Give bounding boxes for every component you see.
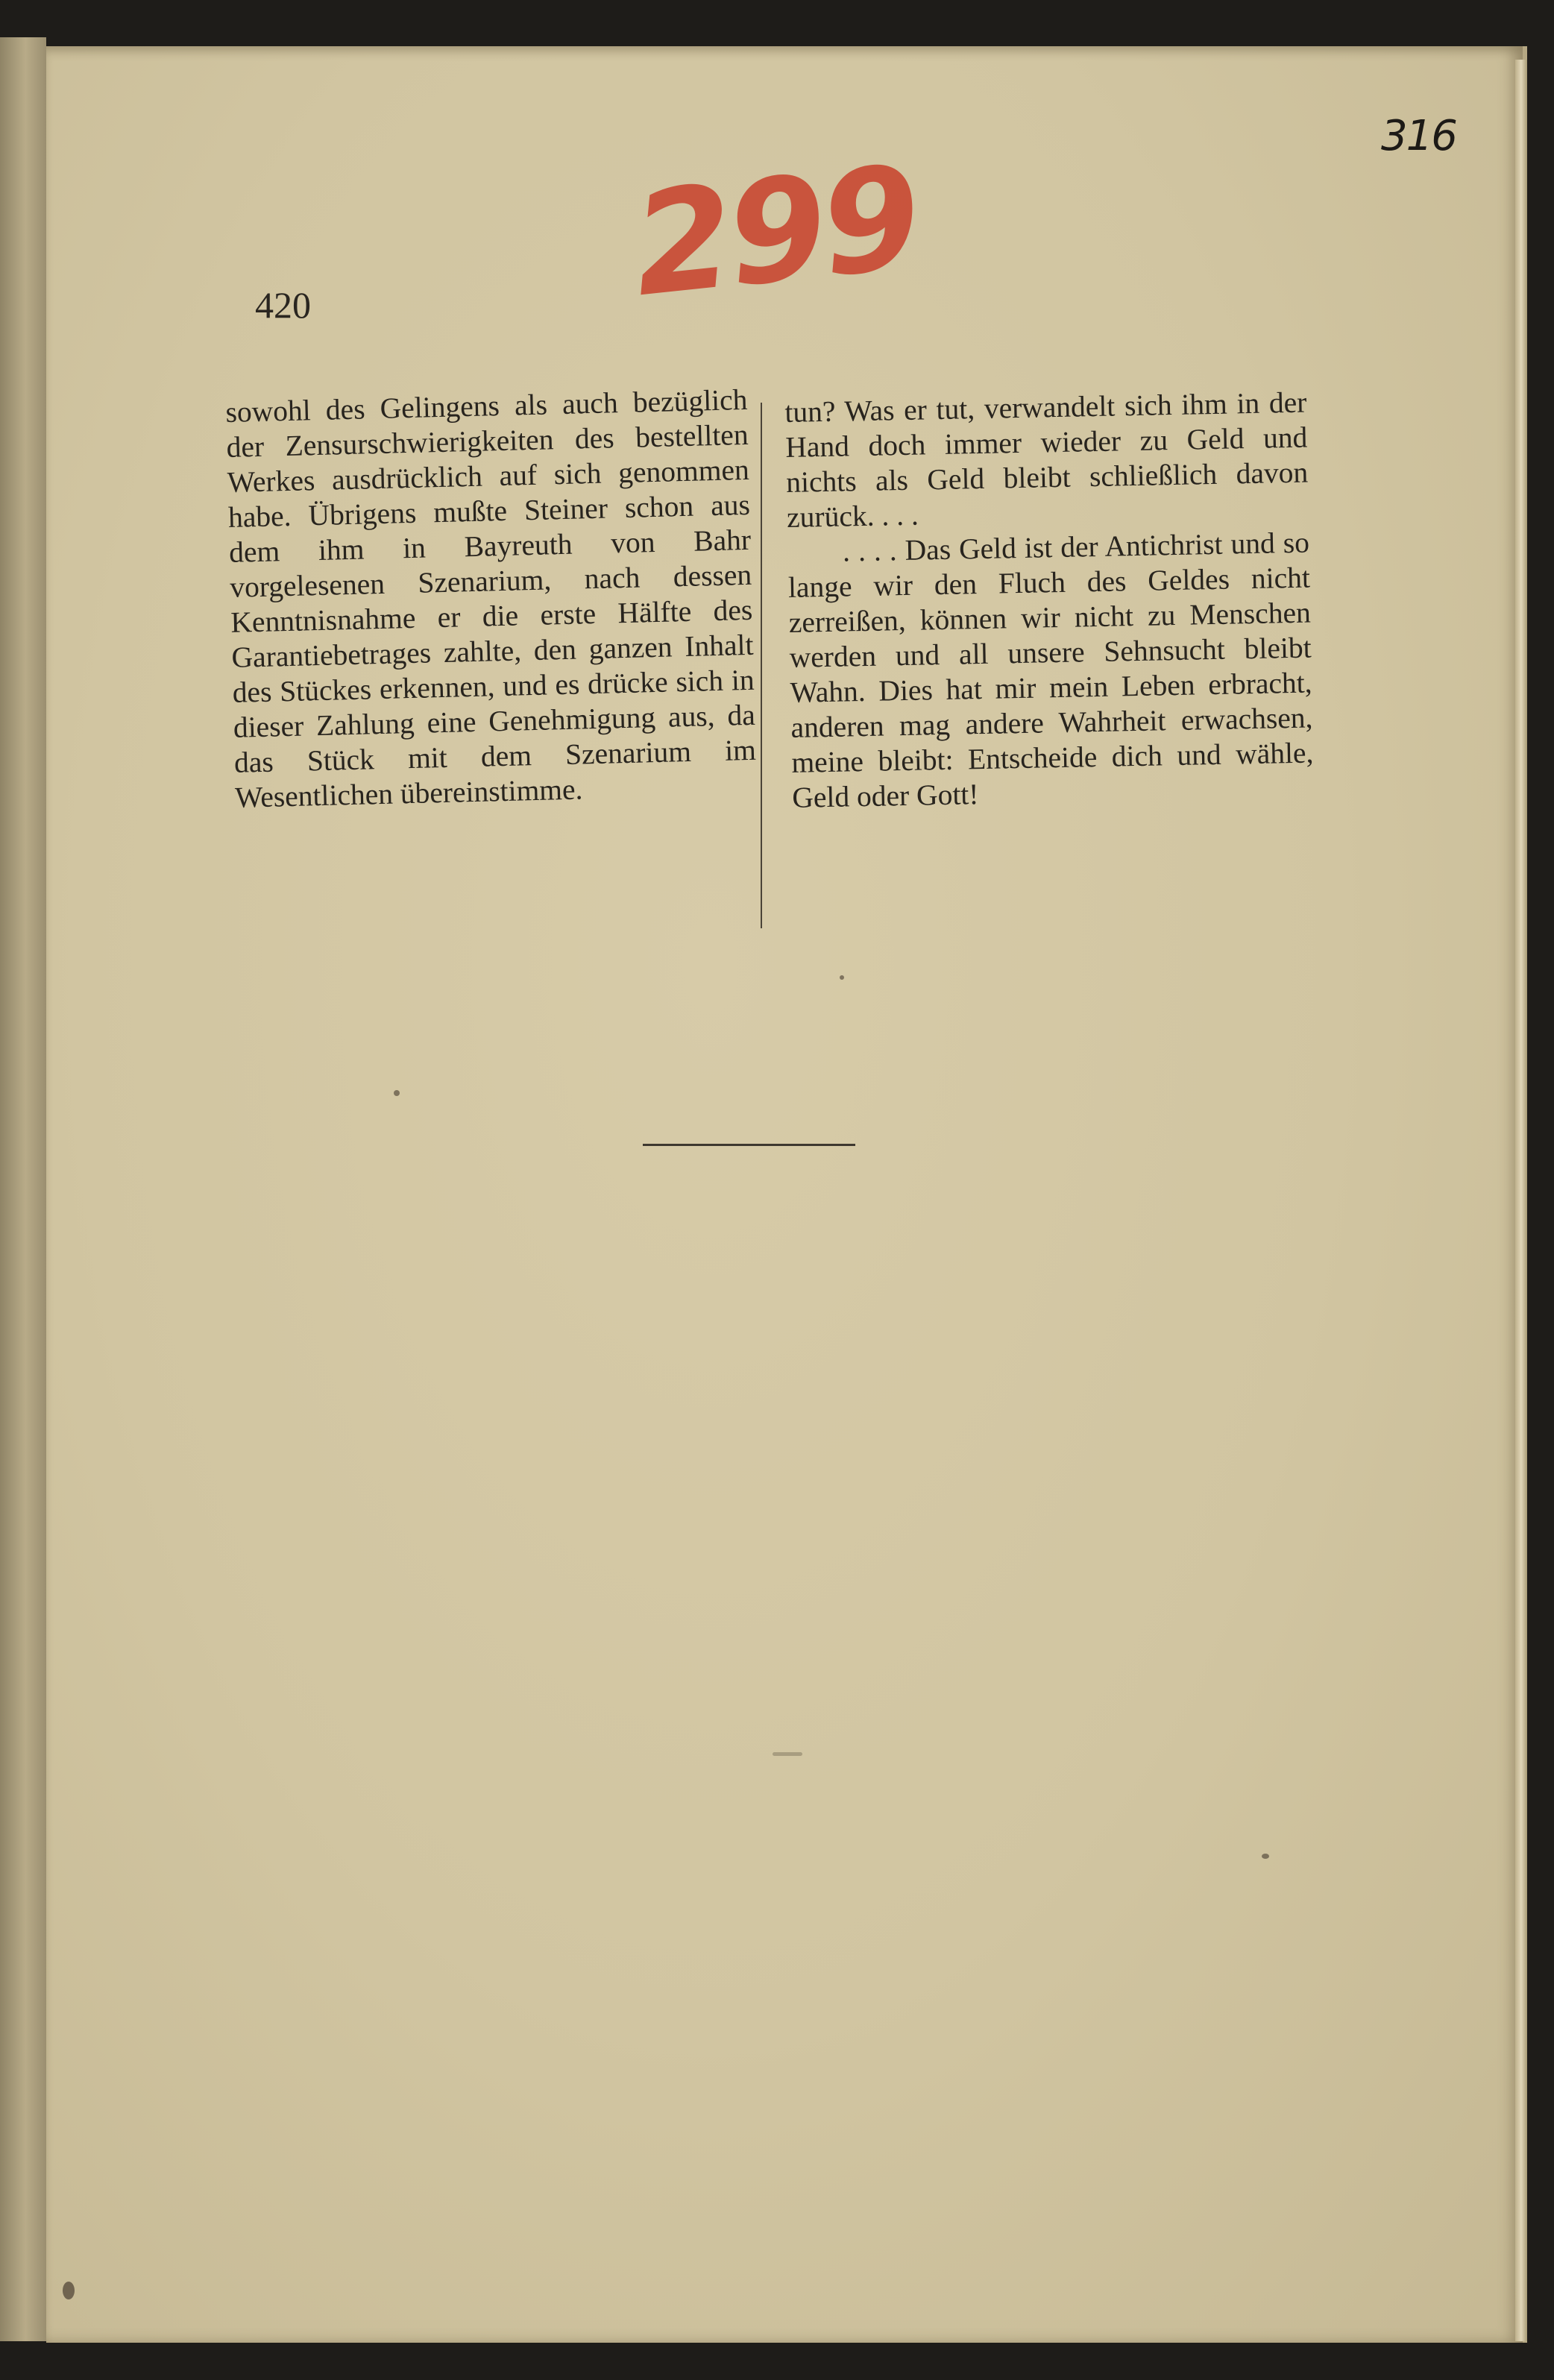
column-divider: [761, 403, 762, 928]
paragraph: . . . . Das Geld ist der Antichrist und so lange wir den Fluch des Geldes nicht zerreißen, können wir nicht zu Menschen werden und all unsere Sehnsucht bleibt Wahn. Dies hat mir mein Leben erbracht, anderen mag andere Wahrheit erwachsen, meine bleibt: Entscheide dich und wähle, Geld oder Gott!: [787, 526, 1314, 814]
paper-speck: [1262, 1854, 1269, 1859]
page-stack-edge: [1515, 60, 1527, 2341]
paper-speck: [773, 1752, 802, 1756]
text-column-left: [225, 382, 758, 816]
facing-page-edge: [0, 37, 46, 2341]
paragraph: tun? Was er tut, verwandelt sich ihm in der Hand doch immer wieder zu Geld und nichts als Geld bleibt schließlich davon zurück. . . .: [784, 385, 1309, 534]
end-rule: [643, 1144, 855, 1146]
paragraph: sowohl des Gelingens als auch bezüglich der Zensurschwierigkeiten des bestellten Werkes ausdrücklich auf sich genommen habe. Übrigens mußte Steiner schon aus dem ihm in Bayreuth von Bahr vorgelesenen Szenarium, nach dessen Kenntnisnahme er die erste Hälfte des Garantiebetrages zahlte, den ganzen Inhalt des Stückes erkennen, und es drücke sich in dieser Zahlung eine Genehmigung aus, da das Stück mit dem Szenarium im Wesentlichen übereinstimme.: [225, 382, 757, 814]
paper-speck: [840, 975, 844, 980]
handwritten-folio-number: 316: [1381, 112, 1456, 160]
paper-speck: [394, 1090, 400, 1096]
printed-page-number: 420: [255, 284, 311, 326]
text-column-right: [784, 385, 1315, 816]
paper-speck: [63, 2282, 75, 2299]
red-archive-number: 299: [626, 134, 925, 329]
